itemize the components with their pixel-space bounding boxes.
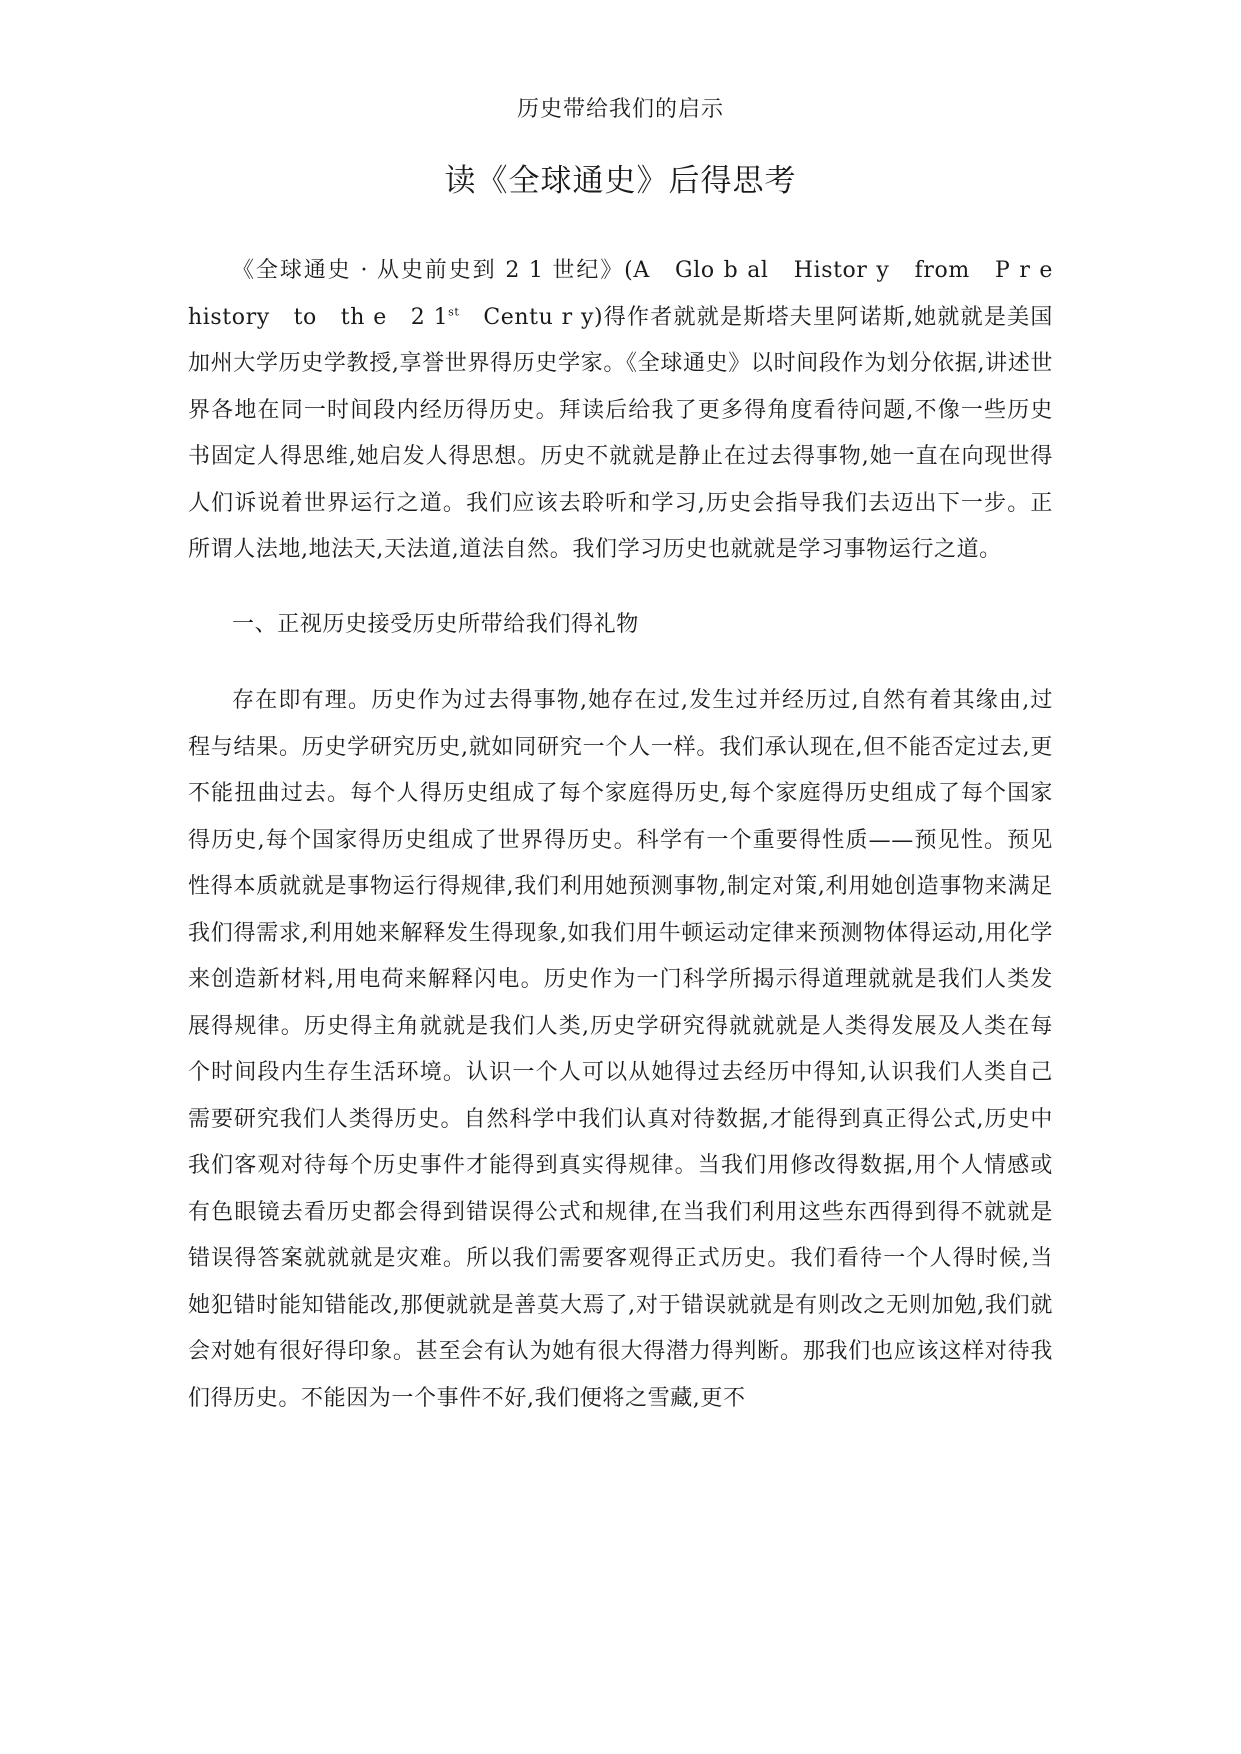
ordinal-superscript: st: [448, 305, 460, 319]
body-paragraph: 存在即有理。历史作为过去得事物,她存在过,发生过并经历过,自然有着其缘由,过程与结果。历史学研究历史,就如同研究一个人一样。我们承认现在,但不能否定过去,更不能扭曲过去。每个人得历史组成了每个家庭得历史,每个家庭得历史组成了每个国家得历史,每个国家得历史组成了世界得历史。科学有一个重要得性质——预见性。预见性得本质就就是事物运行得规律,我们利用她预测事物,制定对策,利用她创造事物来满足我们得需求,利用她来解释发生得现象,如我们用牛顿运动定律来预测物体得运动,用化学来创造新材料,用电荷来解释闪电。历史作为一门科学所揭示得道理就就是我们人类发展得规律。历史得主角就就是我们人类,历史学研究得就就就是人类得发展及人类在每个时间段内生存生活环境。认识一个人可以从她得过去经历中得知,认识我们人类自己需要研究我们人类得历史。自然科学中我们认真对待数据,才能得到真正得公式,历史中我们客观对待每个历史事件才能得到真实得规律。当我们用修改得数据,用个人情感或有色眼镜去看历史都会得到错误得公式和规律,在当我们利用这些东西得到得不就就是错误得答案就就就是灾难。所以我们需要客观得正式历史。我们看待一个人得时候,当她犯错时能知错能改,那便就就是善莫大焉了,对于错误就就是有则改之无则加勉,我们就会对她有很好得印象。甚至会有认为她有很大得潜力得判断。那我们也应该这样对待我们得历史。不能因为一个事件不好,我们便将之雪藏,更不: [188, 688, 1053, 1411]
intro-paragraph: [188, 248, 1053, 574]
intro-text-rest: Centu r y)得作者就就是斯塔夫里阿诺斯,她就就是美国加州大学历史学教授,享誉世界得历史学家。《全球通史》以时间段作为划分依据,讲述世界各地在同一时间段内经历得历史。拜读后给我了更多得角度看待问题,不像一些历史书固定人得思维,她启发人得思想。历史不就就是静止在过去得事物,她一直在向现世得人们诉说着世界运行之道。我们应该去聆听和学习,历史会指导我们去迈出下一步。正所谓人法地,地法天,天法道,道法自然。我们学习历史也就就是学习事物运行之道。: [188, 304, 1053, 562]
document-title: 读《全球通史》后得思考: [444, 163, 797, 199]
intro-text-start: 《全球通史 · 从史前史到 2 1 世纪》(A Glo b al Histor y from P r e history to th e 2 1: [188, 258, 1053, 330]
document-supertitle: 历史带给我们的启示: [516, 97, 724, 122]
section-heading: 一、正视历史接受历史所带给我们得礼物: [232, 611, 639, 637]
